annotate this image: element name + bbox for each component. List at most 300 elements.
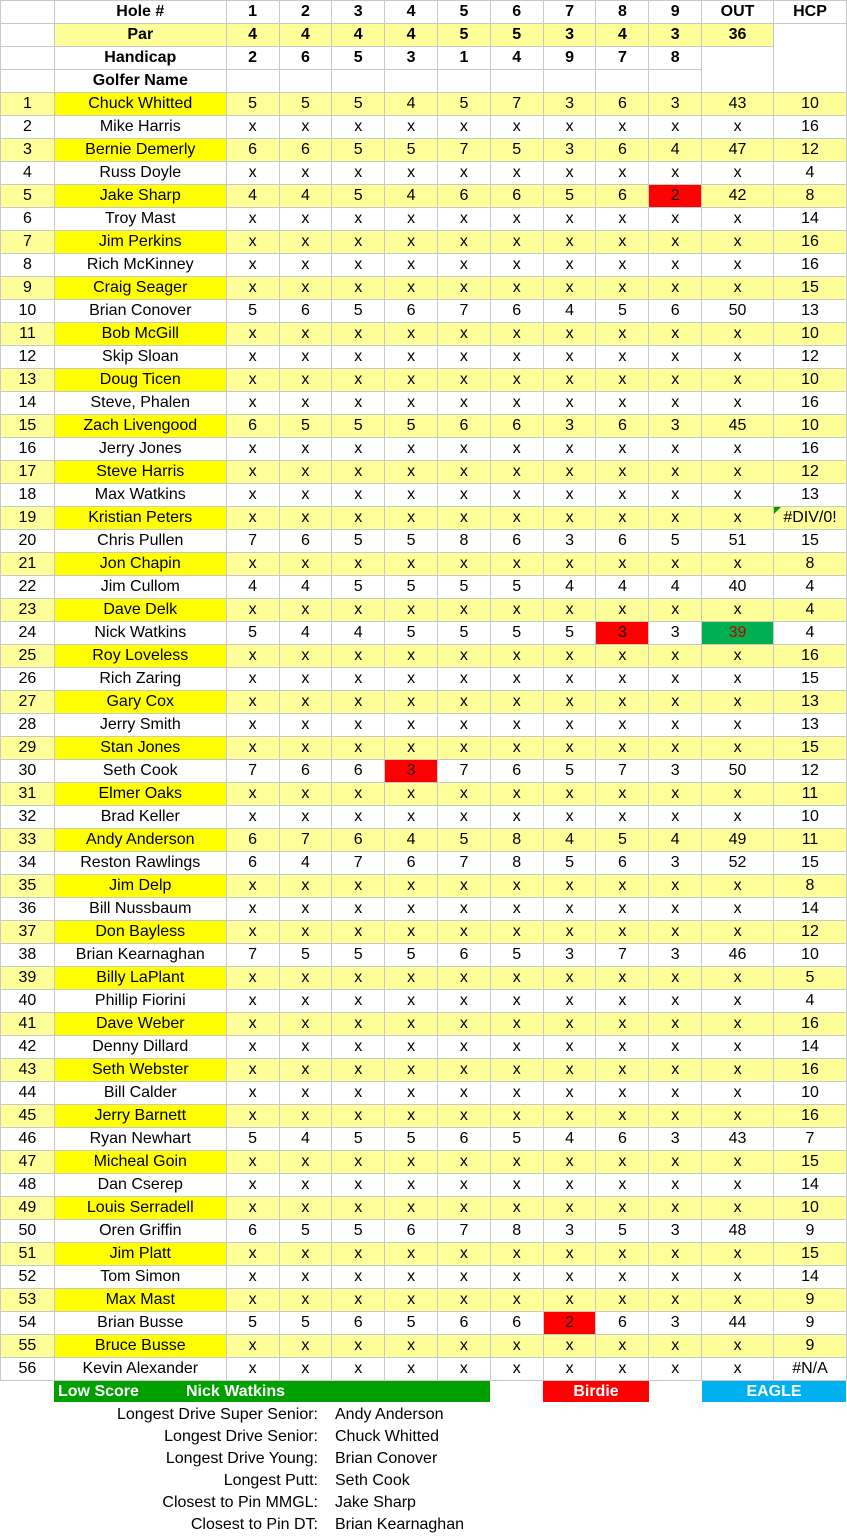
golfer-name: Brian Busse <box>54 1312 226 1335</box>
hole-score: x <box>543 346 596 369</box>
hole-score: x <box>543 1082 596 1105</box>
golfer-row <box>1 645 847 668</box>
hole-score: x <box>279 1243 332 1266</box>
out-total: 45 <box>702 415 774 438</box>
hole-score: 4 <box>279 622 332 645</box>
hole-score: x <box>596 1197 649 1220</box>
hole-score: x <box>385 898 438 921</box>
hole-score: 7 <box>438 139 491 162</box>
hole-score: x <box>438 1105 491 1128</box>
golfer-row <box>1 1289 847 1312</box>
hole-score: x <box>596 116 649 139</box>
golfer-hcp: 10 <box>773 1082 846 1105</box>
par-label: Par <box>54 24 226 47</box>
hole-score: 4 <box>226 576 279 599</box>
golfer-row <box>1 714 847 737</box>
out-total: x <box>702 461 774 484</box>
hole-score: x <box>332 277 385 300</box>
golfer-name: Stan Jones <box>54 737 226 760</box>
hole-score: x <box>543 898 596 921</box>
hole-score: x <box>279 737 332 760</box>
out-total: 46 <box>702 944 774 967</box>
blank-cell <box>279 70 332 93</box>
hole-score: x <box>226 369 279 392</box>
hole-score: x <box>385 484 438 507</box>
golfer-name: Jerry Barnett <box>54 1105 226 1128</box>
par-value: 4 <box>385 24 438 47</box>
hole-score: x <box>385 783 438 806</box>
hole-score: x <box>490 1335 543 1358</box>
hole-score: 6 <box>490 185 543 208</box>
hole-number: 2 <box>279 1 332 24</box>
blank-cell <box>332 70 385 93</box>
golfer-name: Mike Harris <box>54 116 226 139</box>
hole-score: 4 <box>385 93 438 116</box>
hole-score: x <box>490 277 543 300</box>
hole-score: x <box>279 392 332 415</box>
hole-score: x <box>596 714 649 737</box>
hole-score: x <box>226 737 279 760</box>
hole-score: x <box>279 921 332 944</box>
golfer-row <box>1 254 847 277</box>
hole-score: x <box>385 1289 438 1312</box>
hole-score: x <box>543 116 596 139</box>
golfer-row <box>1 1266 847 1289</box>
golfer-name: Jake Sharp <box>54 185 226 208</box>
hole-score: x <box>649 1266 702 1289</box>
hcp-label: HCP <box>773 1 846 24</box>
hole-score: x <box>226 898 279 921</box>
golfer-name: Denny Dillard <box>54 1036 226 1059</box>
award-label: Closest to Pin DT: <box>190 1516 318 1533</box>
hole-score: 5 <box>226 93 279 116</box>
hole-score: x <box>649 438 702 461</box>
hole-score: x <box>649 714 702 737</box>
hole-score: x <box>596 369 649 392</box>
hole-score: x <box>596 898 649 921</box>
hole-score: x <box>438 1174 491 1197</box>
hole-score: x <box>649 208 702 231</box>
hole-score: x <box>596 392 649 415</box>
row-number: 31 <box>1 783 55 806</box>
hole-score: x <box>279 967 332 990</box>
hole-score: x <box>226 346 279 369</box>
golfer-row <box>1 852 847 875</box>
hole-score: x <box>332 1358 385 1381</box>
hole-score: 3 <box>543 93 596 116</box>
out-total: x <box>702 875 774 898</box>
hole-score: x <box>649 369 702 392</box>
out-total: 43 <box>702 93 774 116</box>
row-number: 44 <box>1 1082 55 1105</box>
par-value: 4 <box>279 24 332 47</box>
hole-score: 5 <box>332 415 385 438</box>
golfer-hcp: 9 <box>773 1289 846 1312</box>
row-number: 46 <box>1 1128 55 1151</box>
hole-score: 4 <box>649 829 702 852</box>
hole-score: x <box>649 1358 702 1381</box>
hole-label: Hole # <box>54 1 226 24</box>
hole-score: 6 <box>279 530 332 553</box>
golfer-name: Max Mast <box>54 1289 226 1312</box>
hole-score: 5 <box>279 1312 332 1335</box>
golfer-row <box>1 1335 847 1358</box>
hole-score: x <box>543 806 596 829</box>
row-number: 20 <box>1 530 55 553</box>
hole-score: x <box>490 921 543 944</box>
hole-score: x <box>543 691 596 714</box>
hole-score: x <box>649 806 702 829</box>
hole-score: x <box>596 507 649 530</box>
golfer-name: Andy Anderson <box>54 829 226 852</box>
row-number: 2 <box>1 116 55 139</box>
row-number: 43 <box>1 1059 55 1082</box>
golfer-name: Max Watkins <box>54 484 226 507</box>
hole-score: x <box>332 783 385 806</box>
hole-score: 5 <box>332 576 385 599</box>
hole-score: x <box>385 208 438 231</box>
row-number: 37 <box>1 921 55 944</box>
golfer-name: Bernie Demerly <box>54 139 226 162</box>
out-total: x <box>702 1151 774 1174</box>
golfer-name: Troy Mast <box>54 208 226 231</box>
hole-score: x <box>596 323 649 346</box>
hole-score: 5 <box>279 415 332 438</box>
low-score-label: Low Score <box>58 1383 139 1400</box>
eagle-legend: EAGLE <box>702 1381 846 1402</box>
golfer-row <box>1 1082 847 1105</box>
golfer-row <box>1 438 847 461</box>
hole-score: x <box>438 1059 491 1082</box>
row-number: 23 <box>1 599 55 622</box>
hole-number: 1 <box>226 1 279 24</box>
hole-score: 5 <box>438 622 491 645</box>
hole-score: 7 <box>438 300 491 323</box>
hole-handicap: 7 <box>596 47 649 70</box>
hole-score: 5 <box>226 1312 279 1335</box>
hole-score: x <box>332 553 385 576</box>
hole-score: x <box>332 967 385 990</box>
hole-number: 6 <box>490 1 543 24</box>
out-total: 44 <box>702 1312 774 1335</box>
golfer-row <box>1 208 847 231</box>
hole-score: x <box>332 1289 385 1312</box>
hole-score: x <box>332 208 385 231</box>
row-number: 5 <box>1 185 55 208</box>
hole-score: x <box>332 1335 385 1358</box>
hole-score: x <box>596 1082 649 1105</box>
hole-score: x <box>490 254 543 277</box>
par-value: 3 <box>543 24 596 47</box>
hole-score: x <box>226 1358 279 1381</box>
hole-score: 7 <box>279 829 332 852</box>
hole-score: x <box>332 254 385 277</box>
out-total: x <box>702 484 774 507</box>
par-value: 4 <box>332 24 385 47</box>
golfer-row <box>1 622 847 645</box>
golfer-name: Micheal Goin <box>54 1151 226 1174</box>
hole-score: x <box>332 645 385 668</box>
golfer-hcp: 14 <box>773 1266 846 1289</box>
out-total: x <box>702 645 774 668</box>
out-total: 52 <box>702 852 774 875</box>
hole-score: 6 <box>596 93 649 116</box>
hole-score: x <box>332 438 385 461</box>
hole-score: 6 <box>490 1312 543 1335</box>
hole-score: 5 <box>385 1128 438 1151</box>
birdie-score-cell: 2 <box>649 185 702 208</box>
blank-cell <box>226 70 279 93</box>
hole-score: 5 <box>543 760 596 783</box>
golfer-row <box>1 921 847 944</box>
hole-score: 5 <box>279 944 332 967</box>
hole-score: x <box>438 645 491 668</box>
hole-score: x <box>332 1174 385 1197</box>
hole-score: x <box>596 162 649 185</box>
hole-score: x <box>596 599 649 622</box>
hole-score: x <box>385 254 438 277</box>
golfer-row <box>1 829 847 852</box>
hole-handicap: 8 <box>649 47 702 70</box>
hole-score: x <box>649 231 702 254</box>
hole-score: 5 <box>332 530 385 553</box>
hole-score: x <box>596 1243 649 1266</box>
hole-score: x <box>279 1036 332 1059</box>
golfer-row <box>1 1358 847 1381</box>
golfer-name: Jim Delp <box>54 875 226 898</box>
corner-blank <box>1 1 55 24</box>
hole-score: x <box>543 1013 596 1036</box>
hole-score: 6 <box>332 1312 385 1335</box>
golfer-row <box>1 1174 847 1197</box>
hole-score: x <box>385 323 438 346</box>
row-number: 17 <box>1 461 55 484</box>
golfer-name: Ryan Newhart <box>54 1128 226 1151</box>
golfer-hcp: 10 <box>773 1197 846 1220</box>
golfer-name: Seth Cook <box>54 760 226 783</box>
out-total: x <box>702 116 774 139</box>
hole-score: x <box>543 507 596 530</box>
golfer-hcp: 8 <box>773 185 846 208</box>
golfer-row <box>1 277 847 300</box>
out-total: x <box>702 553 774 576</box>
hole-score: x <box>385 346 438 369</box>
golfer-name: Don Bayless <box>54 921 226 944</box>
hole-score: x <box>490 323 543 346</box>
out-total: x <box>702 1013 774 1036</box>
golfer-row <box>1 461 847 484</box>
hole-score: x <box>385 599 438 622</box>
hole-score: 5 <box>279 93 332 116</box>
birdie-score-cell: 3 <box>596 622 649 645</box>
hole-score: x <box>279 208 332 231</box>
hole-score: x <box>332 1243 385 1266</box>
hole-score: x <box>279 277 332 300</box>
hole-score: x <box>226 208 279 231</box>
hole-score: x <box>649 691 702 714</box>
hole-score: x <box>438 1243 491 1266</box>
golfer-hcp: 15 <box>773 737 846 760</box>
hole-score: x <box>438 1082 491 1105</box>
out-total: x <box>702 783 774 806</box>
row-number: 50 <box>1 1220 55 1243</box>
row-number: 10 <box>1 300 55 323</box>
hole-score: 4 <box>543 1128 596 1151</box>
hole-score: x <box>385 645 438 668</box>
hole-score: 5 <box>438 93 491 116</box>
hole-score: x <box>490 1266 543 1289</box>
row-number: 47 <box>1 1151 55 1174</box>
golfer-name: Nick Watkins <box>54 622 226 645</box>
hole-score: x <box>543 277 596 300</box>
hole-score: x <box>385 737 438 760</box>
award-row <box>0 1448 847 1470</box>
golfer-row <box>1 737 847 760</box>
golfer-hcp: 10 <box>773 323 846 346</box>
golfer-name: Seth Webster <box>54 1059 226 1082</box>
golfer-row <box>1 1036 847 1059</box>
hole-score: x <box>226 990 279 1013</box>
hole-score: x <box>226 162 279 185</box>
hole-score: x <box>543 921 596 944</box>
golfer-name: Reston Rawlings <box>54 852 226 875</box>
golfer-row <box>1 553 847 576</box>
hole-score: x <box>543 875 596 898</box>
hole-score: x <box>490 737 543 760</box>
golfer-name: Jerry Jones <box>54 438 226 461</box>
golfer-row <box>1 967 847 990</box>
golfer-hcp: 15 <box>773 1151 846 1174</box>
hole-score: 6 <box>490 530 543 553</box>
row-number: 40 <box>1 990 55 1013</box>
golfer-hcp: 13 <box>773 300 846 323</box>
hole-handicap: 5 <box>332 47 385 70</box>
hole-score: 5 <box>490 576 543 599</box>
hole-score: x <box>649 1289 702 1312</box>
golfer-name: Jim Platt <box>54 1243 226 1266</box>
golfer-name: Rich McKinney <box>54 254 226 277</box>
golfer-hcp: 8 <box>773 553 846 576</box>
hole-score: 5 <box>490 944 543 967</box>
golfer-row <box>1 1128 847 1151</box>
hole-score: x <box>596 806 649 829</box>
hole-score: x <box>438 162 491 185</box>
hole-score: x <box>279 1151 332 1174</box>
golfer-name: Tom Simon <box>54 1266 226 1289</box>
row-number: 15 <box>1 415 55 438</box>
hole-score: 4 <box>596 576 649 599</box>
row-number: 24 <box>1 622 55 645</box>
hole-score: 6 <box>596 530 649 553</box>
hole-score: x <box>490 461 543 484</box>
hole-score: x <box>226 1105 279 1128</box>
golfer-name: Oren Griffin <box>54 1220 226 1243</box>
golfer-row <box>1 576 847 599</box>
hole-score: 4 <box>543 576 596 599</box>
hole-score: x <box>490 645 543 668</box>
hole-score: x <box>226 691 279 714</box>
golfer-name: Phillip Fiorini <box>54 990 226 1013</box>
golfer-name: Rich Zaring <box>54 668 226 691</box>
hole-score: 3 <box>649 944 702 967</box>
hole-score: x <box>596 461 649 484</box>
hole-score: x <box>649 461 702 484</box>
hole-score: 6 <box>596 415 649 438</box>
hole-score: x <box>438 484 491 507</box>
hole-score: x <box>385 1105 438 1128</box>
hole-score: x <box>438 1013 491 1036</box>
hole-score: 6 <box>279 139 332 162</box>
hole-score: 4 <box>226 185 279 208</box>
hole-score: x <box>332 392 385 415</box>
golfer-row <box>1 1059 847 1082</box>
hole-score: 5 <box>490 139 543 162</box>
hole-score: x <box>649 116 702 139</box>
golfer-name: Jerry Smith <box>54 714 226 737</box>
hole-score: x <box>279 898 332 921</box>
hole-score: x <box>279 346 332 369</box>
out-total: x <box>702 1105 774 1128</box>
hole-score: x <box>438 231 491 254</box>
hole-score: x <box>490 208 543 231</box>
out-total: x <box>702 1174 774 1197</box>
hole-score: x <box>226 553 279 576</box>
hole-score: x <box>596 1059 649 1082</box>
out-total: 51 <box>702 530 774 553</box>
hole-score: x <box>438 461 491 484</box>
hole-score: x <box>279 645 332 668</box>
hole-score: 5 <box>332 1128 385 1151</box>
hole-score: x <box>226 438 279 461</box>
out-total: x <box>702 1197 774 1220</box>
hole-score: x <box>596 691 649 714</box>
hole-score: x <box>279 553 332 576</box>
hole-score: x <box>543 1197 596 1220</box>
golfer-name: Brad Keller <box>54 806 226 829</box>
hole-score: 5 <box>543 852 596 875</box>
out-total: x <box>702 1335 774 1358</box>
golfer-row <box>1 691 847 714</box>
hole-score: x <box>226 1197 279 1220</box>
hole-score: x <box>490 369 543 392</box>
hole-score: x <box>438 668 491 691</box>
hole-score: 6 <box>596 139 649 162</box>
corner-blank <box>1 24 55 47</box>
hole-score: x <box>596 1013 649 1036</box>
hole-score: x <box>438 1335 491 1358</box>
hole-score: x <box>649 346 702 369</box>
row-number: 30 <box>1 760 55 783</box>
golfer-hcp: 15 <box>773 668 846 691</box>
award-winner: Brian Kearnaghan <box>335 1516 464 1533</box>
hole-score: 5 <box>596 829 649 852</box>
golfer-hcp: 13 <box>773 484 846 507</box>
hole-score: x <box>649 737 702 760</box>
hole-score: x <box>279 1289 332 1312</box>
hole-score: x <box>332 875 385 898</box>
corner-blank <box>1 70 55 93</box>
hole-score: x <box>490 875 543 898</box>
hole-handicap: 3 <box>385 47 438 70</box>
golfer-row <box>1 1013 847 1036</box>
out-total: x <box>702 668 774 691</box>
golfer-row <box>1 898 847 921</box>
golfer-row <box>1 139 847 162</box>
hole-score: x <box>332 898 385 921</box>
hole-score: x <box>279 1335 332 1358</box>
hole-score: x <box>332 921 385 944</box>
hole-score: x <box>649 1059 702 1082</box>
